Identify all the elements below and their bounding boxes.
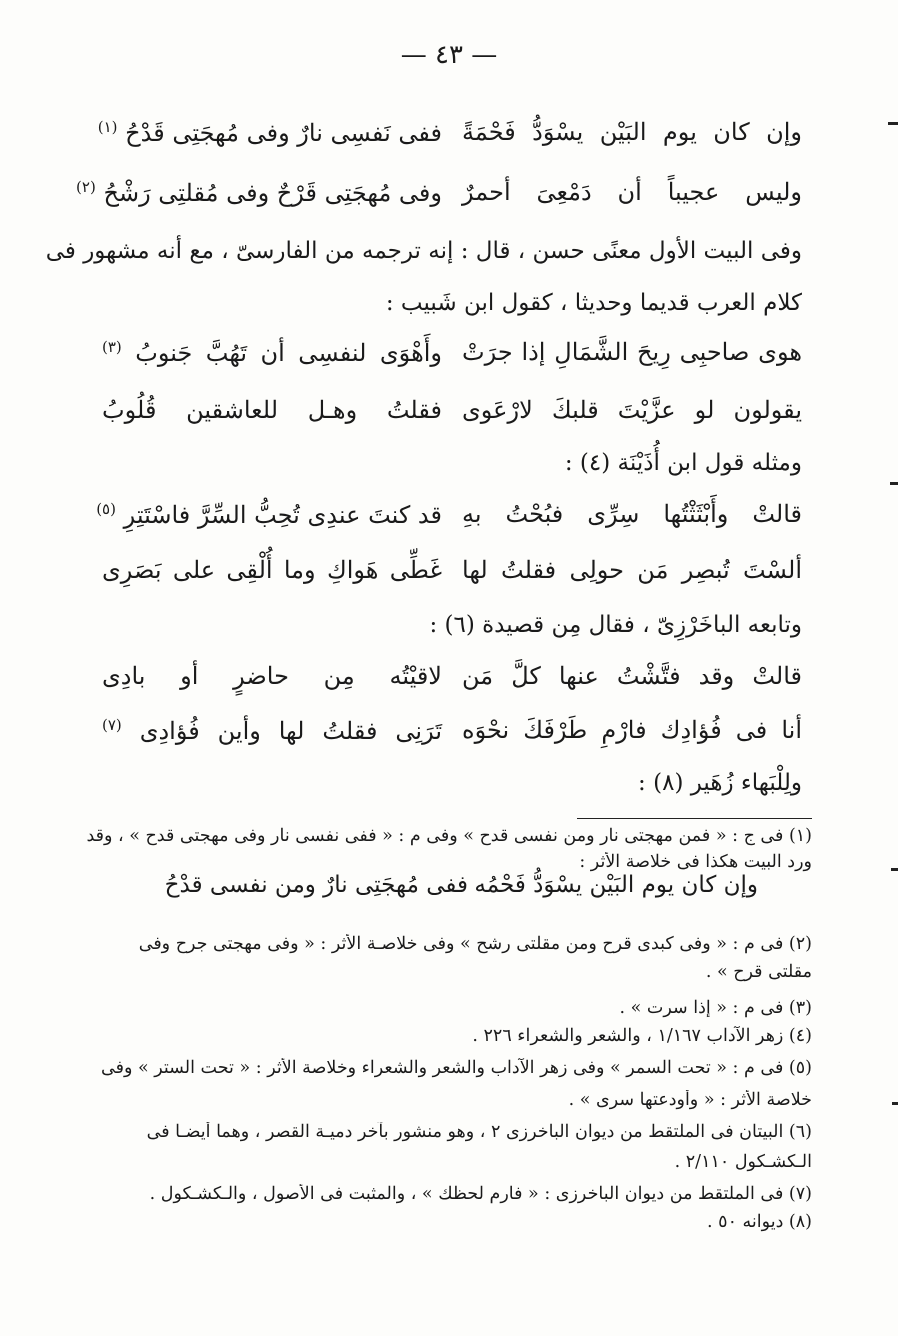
prose-line: وتابعه الباخَرْزِىّ ، فقال مِن قصيدة (٦) :: [429, 612, 802, 638]
verse-second-hemistich: ففى مُهجَتِى نارٌ ومن نفسى قدْحُ: [164, 872, 468, 898]
scan-mark: [891, 868, 898, 871]
verse-first-hemistich: وإن كان يوم البَيْن يسْوَدُّ فَحْمَةً: [462, 118, 802, 146]
footnote-line: خلاصة الأثر : « وأودعتها سرى » .: [568, 1090, 812, 1110]
scan-mark: [892, 1102, 898, 1105]
footnote-marker: (٧): [102, 716, 122, 734]
verse-line: [76, 178, 802, 228]
verse-first-hemistich: ألسْتَ تُبصِر مَن حولِى فقلتُ لها: [462, 556, 802, 584]
verse-line: [102, 716, 802, 766]
verse-line: [96, 500, 802, 550]
verse-text: فقلتُ وهـل للعاشقين قُلُوبُ: [102, 396, 442, 424]
footnote-line: الـكشـكول ٢/١١٠ .: [674, 1152, 812, 1172]
verse-text: وفى مُهجَتِى قَرْحٌ وفى مُقلتِى رَشْحُ: [103, 179, 442, 207]
verse-line: [102, 338, 802, 388]
footnote-marker: (١): [97, 118, 118, 136]
verse-first-hemistich: هوى صاحبِى رِيحَ الشَّمَالِ إذا جرَتْ: [462, 338, 802, 366]
verse-second-hemistich: [102, 396, 442, 424]
footnote-line: (٤) زهر الآداب ١/١٦٧ ، والشعر والشعراء ٢٢٦ .: [472, 1026, 812, 1046]
page-number: — ٤٣ —: [400, 40, 498, 70]
footnote-line: (٣) فى م : « إذا سرت » .: [619, 998, 812, 1018]
verse-second-hemistich: [76, 178, 442, 207]
verse-second-hemistich: [102, 556, 442, 584]
scan-mark: [888, 122, 898, 125]
verse-first-hemistich: وإن كان يوم البَيْن يسْوَدُّ فَحْمُه: [474, 872, 758, 898]
verse-line: [102, 396, 802, 446]
verse-first-hemistich: أنا فى فُؤادِك فارْمِ طَرْفَكَ نحْوَه: [462, 716, 802, 744]
footnote-line: (١) فى ج : « فمن مهجتى نار ومن نفسى قدح » وفى م : « ففى نفسى نار وفى مهجتى قدح » ، وقد: [86, 826, 812, 846]
verse-second-hemistich: [96, 500, 442, 529]
footnote-verse: [164, 872, 758, 912]
verse-first-hemistich: وليس عجيباً أن دَمْعِىَ أحمرٌ: [462, 178, 802, 206]
footnote-line: (٨) ديوانه ٥٠ .: [707, 1212, 812, 1232]
verse-first-hemistich: قالتْ وقد فتَّشْتُ عنها كلَّ مَن: [462, 662, 802, 690]
scan-mark: [890, 482, 898, 485]
footnote-marker: (٢): [76, 178, 96, 196]
prose-line: ومثله قول ابن أُذَيْنَة (٤) :: [564, 450, 802, 476]
footnote-line: ورد البيت هكذا فى خلاصة الأثر :: [579, 852, 812, 872]
verse-first-hemistich: قالتْ وأَبْثَثْتُها سِرِّى فبُحْتُ بهِ: [462, 500, 802, 528]
footnote-line: (٥) فى م : « تحت السمر » وفى زهر الآداب والشعر والشعراء وخلاصة الأثر : « تحت الستر » وفى: [101, 1058, 812, 1078]
verse-second-hemistich: [97, 118, 442, 147]
verse-second-hemistich: [102, 716, 442, 745]
verse-text: قد كنتَ عندِى تُحِبُّ السِّرَّ فاسْتَتِرِ: [123, 501, 442, 529]
verse-text: تَرَنِى فقلتُ لها وأين فُؤادِى: [139, 717, 442, 745]
verse-second-hemistich: [102, 338, 442, 367]
verse-text: وأَهْوَى لنفسِى أن تَهُبَّ جَنوبُ: [135, 339, 442, 367]
footnote-line: (٢) فى م : « وفى كبدى قرح ومن مقلتى رشح » وفى خلاصـة الأثر : « وفى مهجتى جرح وفى: [138, 934, 812, 954]
footnote-line: (٧) فى الملتقط من ديوان الباخرزى : « فارم لحظك » ، والمثبت فى الأصول ، والـكشـكول .: [149, 1184, 812, 1204]
verse-first-hemistich: يقولون لو عزَّيْتَ قلبكَ لارْعَوى: [462, 396, 802, 424]
verse-line: [97, 118, 802, 168]
prose-line: وفى البيت الأول معنًى حسن ، قال : إنه ترجمه من الفارسىّ ، مع أنه مشهور فى: [45, 238, 802, 264]
footnote-separator: [577, 818, 812, 819]
footnote-marker: (٣): [102, 338, 122, 356]
prose-line: كلام العرب قديما وحديثا ، كقول ابن شَبيب :: [385, 290, 802, 316]
verse-second-hemistich: [102, 662, 442, 690]
verse-line: [102, 662, 802, 712]
verse-text: غَطِّى هَواكِ وما أُلْقِى على بَصَرِى: [102, 556, 442, 584]
footnote-marker: (٥): [96, 500, 116, 518]
prose-line: ولِلْبَهاء زُهَير (٨) :: [638, 770, 802, 796]
verse-line: [102, 556, 802, 606]
footnote-line: (٦) البيتان فى الملتقط من ديوان الباخرزى ٢ ، وهو منشور بآخر دميـة القصر ، وهما أيضـا فى: [146, 1122, 812, 1142]
footnote-line: مقلتى قرح » .: [705, 962, 812, 982]
verse-text: ففى نَفسِى نارٌ وفى مُهجَتِى قَدْحُ: [125, 119, 442, 147]
verse-text: لاقيْتُه مِن حاضرٍ أو بادِى: [102, 662, 442, 690]
